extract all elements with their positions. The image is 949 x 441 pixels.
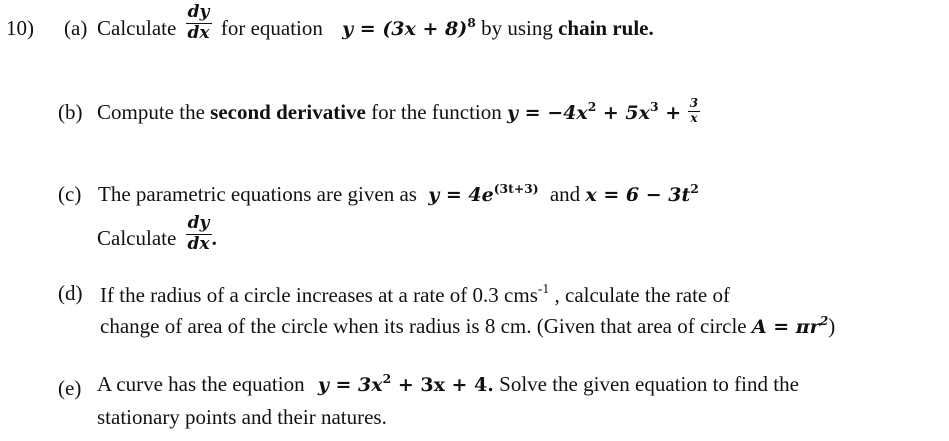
part-c-equation-y: $y = 4e^{(3t+3)}$ <box>428 180 539 206</box>
part-c-dy-dx-fraction: $\frac{dy}{dx}$ <box>187 213 210 254</box>
part-d-line1: If the radius of a circle increases at a rate of 0.3 cms$^{-1}$ , calculate the rate of <box>100 281 730 307</box>
part-a-frac-den: dx <box>187 22 210 43</box>
part-b-second-derivative: second derivative <box>210 100 366 124</box>
part-b-line <box>97 95 700 125</box>
part-b-fraction: $\frac{3}{x}$ <box>689 95 699 125</box>
part-a-dy-dx-fraction <box>186 3 212 43</box>
part-a-frac-num: dy <box>186 3 212 24</box>
part-b-text-compute: Compute the <box>97 100 205 124</box>
part-c-text-calculate: Calculate <box>97 226 177 250</box>
part-c-label: (c) <box>58 182 82 206</box>
part-b-equation: $y = -4x^2 + 5x^3$ + $\frac{3}{x}$ <box>507 95 699 125</box>
part-e-line2: stationary points and their natures. <box>97 405 387 429</box>
part-a-text-calculate: Calculate <box>97 16 177 40</box>
part-c-line1 <box>98 182 699 207</box>
part-a-text-for-equation: for equation <box>220 16 323 40</box>
part-c-equation-x: $x = 6 - 3t^2$ <box>585 180 699 206</box>
part-a-text-by-using: by using <box>481 16 553 40</box>
part-b-text-function: for the function <box>371 100 502 124</box>
part-d-label: (d) <box>58 281 83 305</box>
part-c-end-punct: . <box>211 226 217 250</box>
part-a-chain-rule: chain rule. <box>558 16 654 40</box>
part-e-line1: A curve has the equation $y = 3x^2 + 3x + 4$. Solve the given equation to find the <box>97 370 799 396</box>
part-c-text-parametric: The parametric equations are given as <box>98 182 417 206</box>
part-c-text-and: and <box>549 182 581 206</box>
part-d-line2: change of area of the circle when its radius is 8 cm. (Given that area of circle $A = \pi r^2$) <box>100 312 836 338</box>
part-e-label: (e) <box>58 376 82 400</box>
part-c-line2 <box>97 213 217 254</box>
part-a-line <box>97 2 654 43</box>
question-number: 10) <box>6 16 34 40</box>
part-a-equation: $y = (3x + 8)^8$ <box>342 14 476 40</box>
part-d-area-formula: $A = \pi r^2$ <box>751 312 829 338</box>
part-a-label: (a) <box>64 16 88 40</box>
part-e-equation: $y = 3x^2 + 3x + 4$. <box>317 370 494 396</box>
part-b-label: (b) <box>58 100 83 124</box>
